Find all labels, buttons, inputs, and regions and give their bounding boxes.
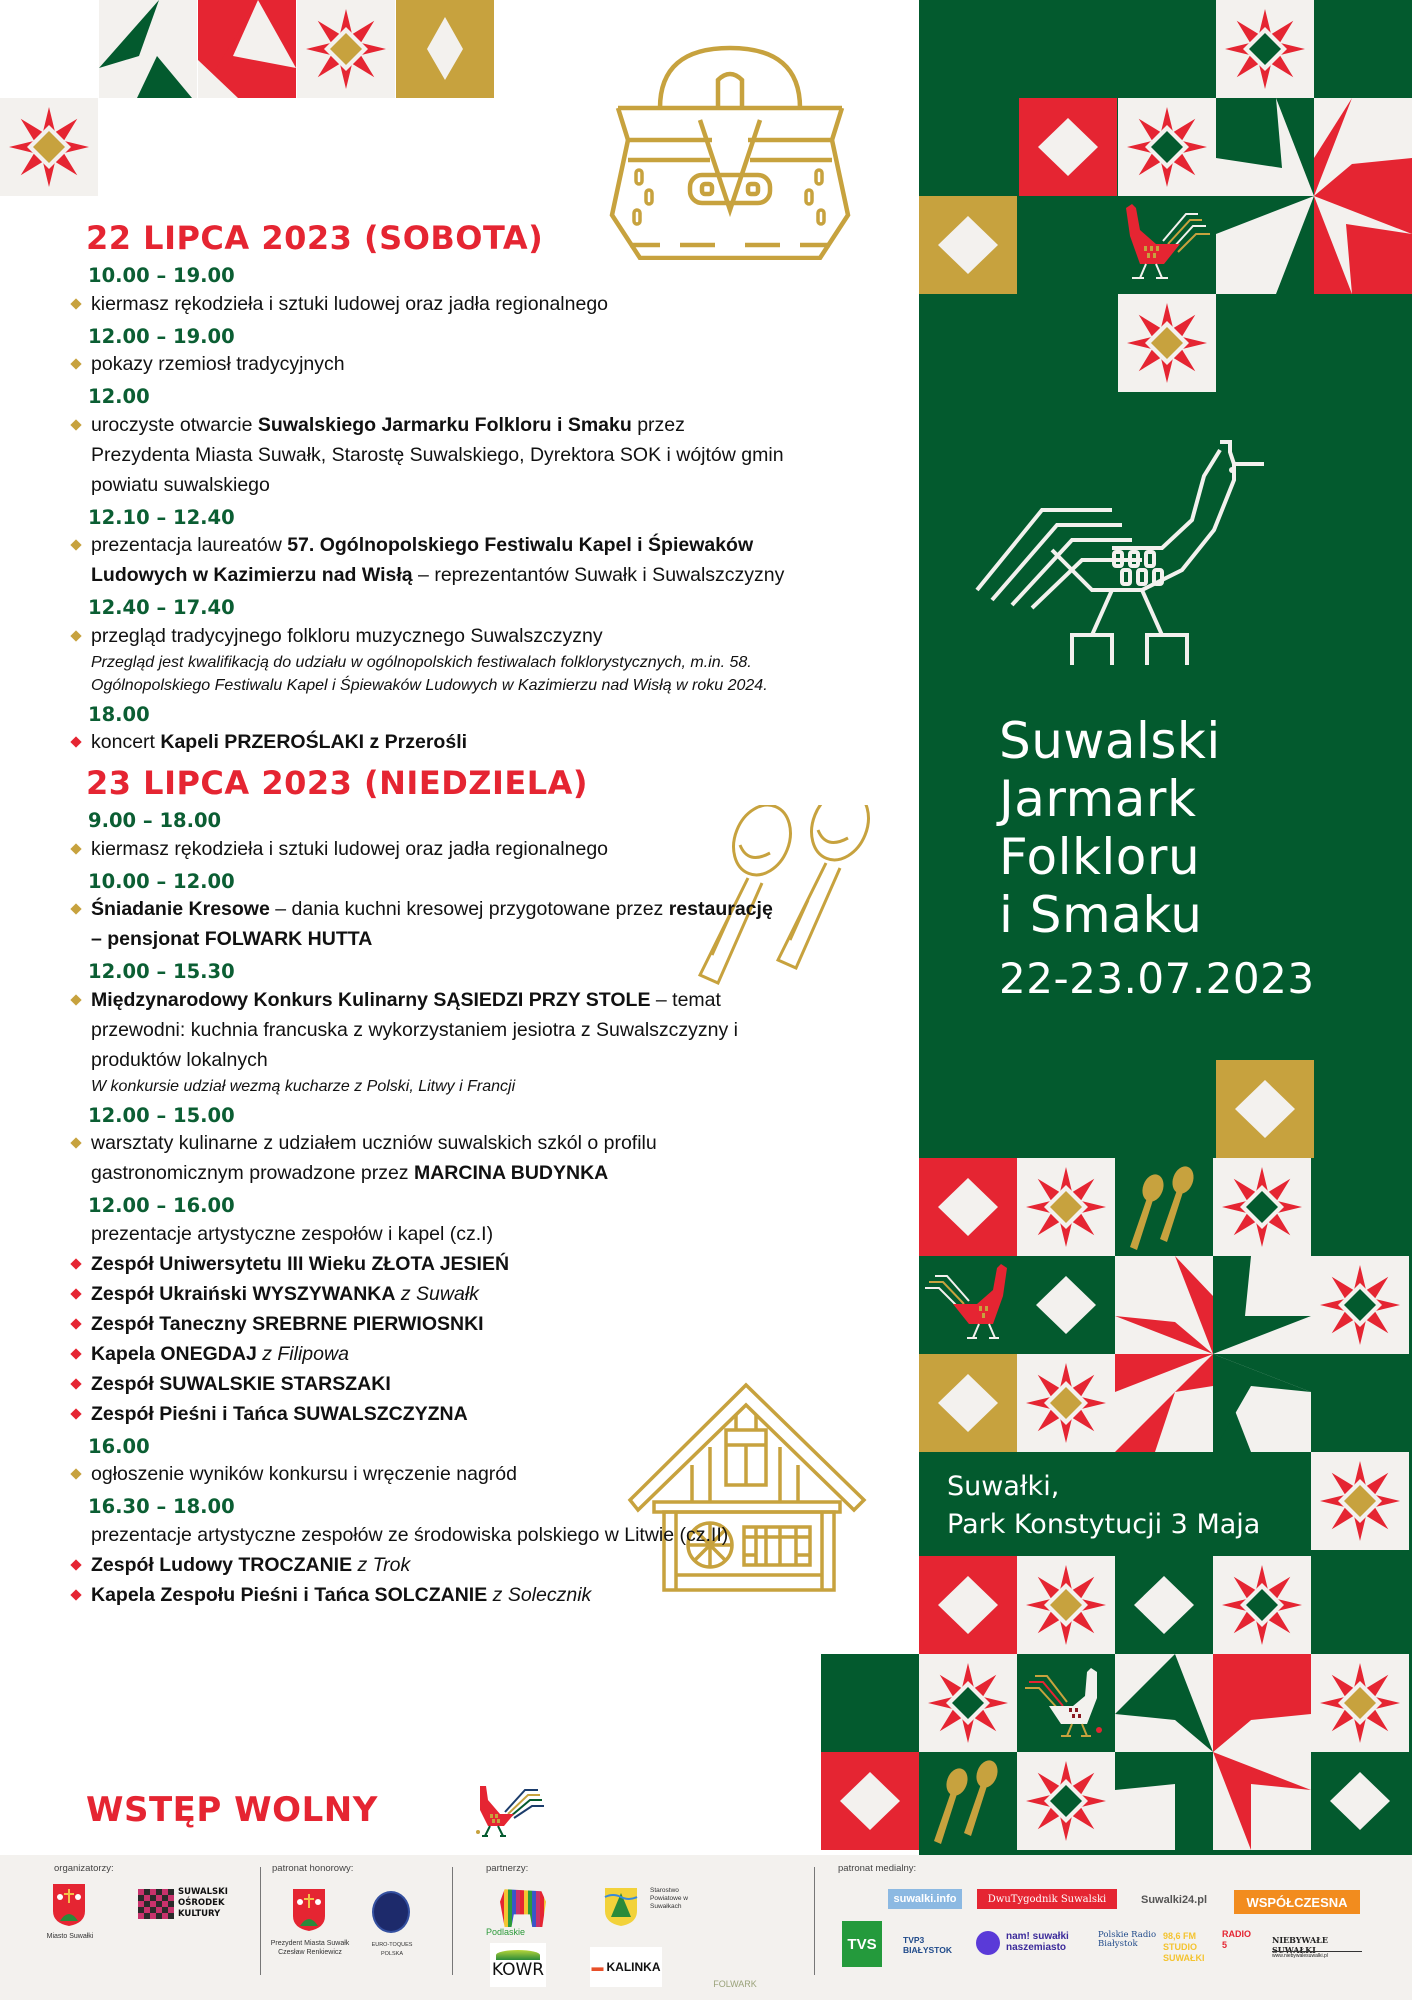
media-label: patronat medialny:: [838, 1863, 917, 1874]
tile-star-green: [1213, 1556, 1311, 1654]
folwark-logo-icon: [710, 1945, 760, 1989]
tile-green-diamond: [1115, 1556, 1213, 1654]
rooster-red-icon: [1118, 196, 1216, 294]
time-slot: 16.00: [88, 1434, 150, 1458]
tile-star-green: [919, 1654, 1017, 1752]
emphasis-text: Suwalskiego Jarmarku Folkloru i Smaku: [257, 413, 632, 436]
time-slot: 12.40 – 17.40: [88, 596, 235, 619]
program-item: [86, 621, 786, 651]
item-text: ogłoszenie wyników konkursu i wręczenie nagród: [91, 1463, 517, 1485]
tile-star-gold: [0, 98, 98, 196]
tile-star-gold: [1017, 1354, 1115, 1452]
tile-gold-diamond: [919, 196, 1017, 294]
tile-red-diamond: [919, 1158, 1017, 1256]
program-item: [86, 1249, 786, 1279]
rooster-small-icon: [470, 1782, 545, 1840]
divider: [814, 1867, 815, 1975]
rooster-red-icon: [919, 1256, 1017, 1354]
item-text: kiermasz rękodzieła i sztuki ludowej oraz jadła regionalnego: [91, 292, 609, 315]
media-logo: suwalki.info: [888, 1889, 962, 1909]
sponsors-footer: [0, 1855, 1412, 2000]
item-text: – reprezentantów Suwałk i Suwalszczyzny: [412, 564, 785, 586]
program-item: [86, 1279, 786, 1309]
media-logo: TVP3 BIAŁYSTOK: [903, 1935, 952, 1955]
honorary-name: EURO-TOQUES POLSKA: [371, 1942, 413, 1957]
emphasis-text: Kapela Zespołu Pieśni i Tańca SOLCZANIE: [91, 1583, 488, 1606]
item-text: prezentacje artystyczne zespołów i kapel (cz.I): [91, 1222, 494, 1245]
item-text: przegląd tradycyjnego folkloru muzycznego Suwalszczyzny: [91, 624, 603, 647]
item-text: przez Prezydenta Miasta Suwałk, Starostę Suwalskiego, Dyrektora SOK i wójtów gmin powiatu suwalskiego: [91, 413, 784, 496]
emphasis-text: Zespół Uniwersytetu III Wieku ZŁOTA JESIEŃ: [91, 1252, 510, 1275]
kalinka-logo-icon: [590, 1947, 662, 1987]
event-title-line: Jarmark: [999, 770, 1197, 828]
program-item: [86, 894, 786, 954]
emphasis-text: restaurację – pensjonat FOLWARK HUTTA: [91, 898, 773, 950]
partner-name: KOWR: [491, 1960, 545, 1980]
rooster-large-icon: [972, 440, 1272, 675]
organizer-name: Miasto Suwałki: [46, 1933, 94, 1940]
organizers-label: organizatorzy:: [54, 1863, 114, 1874]
partner-name: FOLWARK: [713, 1979, 757, 1989]
media-logo: Polskie Radio Białystok: [1098, 1930, 1157, 1949]
event-title-line: i Smaku: [999, 886, 1203, 944]
rooster-white-icon: [1017, 1654, 1115, 1752]
emphasis-text: Kapela ONEGDAJ: [91, 1342, 257, 1365]
program-schedule: [86, 219, 806, 1610]
tile-big-pinwheel: [1115, 1654, 1311, 1850]
time-slot: 12.10 – 12.40: [88, 505, 235, 529]
emphasis-text: Zespół Pieśni i Tańca SUWALSZCZYZNA: [91, 1402, 468, 1425]
emphasis-text: Śniadanie Kresowe: [91, 898, 270, 920]
media-logo: WSPÓŁCZESNA: [1234, 1890, 1360, 1914]
bison-logo-icon: [500, 1885, 546, 1927]
item-text: koncert: [91, 731, 161, 753]
event-dates: 22-23.07.2023: [999, 954, 1315, 1003]
partners-label: partnerzy:: [486, 1863, 529, 1874]
coat-of-arms-icon: [604, 1887, 638, 1927]
program-note: W konkursie udział wezmą kucharze z Polski, Litwy i Francji: [91, 1077, 516, 1095]
program-item: [86, 1128, 786, 1188]
media-url: www.niebywalesuwalki.pl: [1272, 1951, 1362, 1959]
spoons-gold-icon: [919, 1752, 1017, 1850]
time-slot: 10.00 – 19.00: [88, 264, 235, 287]
divider: [452, 1867, 453, 1975]
emphasis-text: Kapeli PRZEROŚLAKI z Przerośli: [160, 731, 468, 753]
tile-red-diamond: [919, 1556, 1017, 1654]
item-text: pokazy rzemiosł tradycyjnych: [91, 353, 345, 375]
tile-star-green: [1216, 0, 1314, 98]
program-item: [86, 1399, 786, 1429]
program-item: [86, 410, 786, 500]
venue-line: Park Konstytucji 3 Maja: [947, 1509, 1261, 1540]
tile-star-gold: [1311, 1452, 1409, 1550]
program-item: [86, 1339, 786, 1369]
tile-green-diamond: [1017, 1256, 1115, 1354]
tile-big-pinwheel: [1115, 1256, 1311, 1452]
program-item: [86, 1520, 786, 1550]
sok-logo-icon: [138, 1889, 174, 1919]
tile-star-green: [1311, 1256, 1409, 1354]
media-logo: DwuTygodnik Suwalski: [977, 1889, 1117, 1909]
honorary-label: patronat honorowy:: [272, 1863, 354, 1874]
event-title-line: Suwalski: [999, 712, 1221, 770]
partners-section: [486, 1863, 528, 1874]
tile-red-diamond: [821, 1752, 919, 1850]
time-slot: 12.00 – 15.30: [88, 960, 235, 983]
free-entry-label: WSTĘP WOLNY: [86, 1790, 378, 1830]
emphasis-text: Międzynarodowy Konkurs Kulinarny SĄSIEDZI PRZY STOLE: [91, 988, 651, 1011]
media-logo: NIEBYWAŁE SUWAŁKI: [1272, 1935, 1328, 1955]
media-section: [838, 1863, 916, 1874]
partner-name: KALINKA: [606, 1960, 661, 1974]
program-item: [86, 985, 786, 1075]
tile-star-gold: [297, 0, 395, 98]
media-logo: 98,6 FM STUDIO SUWAŁKI: [1163, 1931, 1205, 1963]
tile-star-gold: [1017, 1556, 1115, 1654]
item-text: z Suwałk: [395, 1282, 479, 1305]
time-slot: 12.00 – 15.00: [88, 1103, 235, 1127]
venue-block: [947, 1468, 1260, 1544]
euro-toques-logo-icon: [372, 1891, 410, 1933]
tile-star-green: [1118, 98, 1216, 196]
item-text: prezentacje artystyczne zespołów ze środowiska polskiego w Litwie (cz.II): [91, 1523, 729, 1546]
item-text: uroczyste otwarcie: [91, 413, 258, 436]
tile-gold-diamond: [919, 1354, 1017, 1452]
emphasis-text: Zespół Ukraiński WYSZYWANKA: [91, 1282, 396, 1305]
divider: [260, 1867, 261, 1975]
item-text: z Solecznik: [487, 1583, 592, 1606]
emphasis-text: MARCINA BUDYNKA: [413, 1162, 609, 1184]
program-item: [86, 530, 786, 590]
tile-gold-diamond: [396, 0, 494, 98]
program-item: [86, 1550, 786, 1580]
item-text: – dania kuchni kresowej przygotowane przez: [269, 898, 669, 920]
program-item: [86, 289, 786, 319]
tile-star-green: [1213, 1158, 1311, 1256]
media-logo: RADIO 5: [1222, 1929, 1251, 1950]
honorary-section: [272, 1863, 353, 1874]
honorary-name: Prezydent Miasta Suwałk Czesław Renkiewicz: [270, 1940, 350, 1956]
time-slot: 9.00 – 18.00: [88, 809, 222, 832]
program-item: [86, 349, 786, 379]
coat-of-arms-icon: [292, 1885, 326, 1935]
time-slot: 18.00: [88, 702, 150, 726]
item-text: warsztaty kulinarne z udziałem uczniów suwalskich szkól o profilu gastronomicznym prowadzone przez: [91, 1132, 657, 1184]
item-text: prezentacja laureatów: [91, 534, 288, 556]
nam-logo-icon: [976, 1931, 1000, 1955]
day-title: 22 LIPCA 2023 (SOBOTA): [86, 219, 544, 257]
tile-green-pinwheel: [99, 0, 197, 98]
emphasis-text: Zespół Taneczny SREBRNE PIERWIOSNKI: [91, 1312, 484, 1335]
time-slot: 12.00 – 19.00: [88, 324, 235, 348]
kowr-logo-icon: [490, 1943, 546, 1987]
time-slot: 12.00: [88, 385, 150, 408]
program-item: [86, 1309, 786, 1339]
tile-star-green: [1017, 1752, 1115, 1850]
program-item: [86, 727, 786, 757]
program-item: [86, 834, 786, 864]
program-note: Przegląd jest kwalifikacją do udziału w ogólnopolskich festiwalach folklorystycznych, m.in. 58. Ogólnopolskiego Festiwalu Kapel i Śpiewaków Ludowych w Kazimierzu nad Wisłą w roku 2024.: [91, 653, 768, 694]
tile-green-diamond: [1311, 1752, 1409, 1850]
program-item: [86, 1369, 786, 1399]
time-slot: 16.30 – 18.00: [88, 1495, 235, 1518]
partner-name: Starostwo Powiatowe w Suwałkach: [650, 1887, 688, 1910]
item-text: – temat przewodni: kuchnia francuska z wykorzystaniem jesiotra z Suwalszczyzny i produktów lokalnych: [91, 988, 738, 1071]
program-item: [86, 1219, 786, 1249]
tile-red-pinwheel: [198, 0, 296, 98]
organizer-name: SUWALSKI OŚRODEK KULTURY: [178, 1887, 228, 1919]
item-text: z Trok: [352, 1553, 411, 1576]
tile-big-pinwheel: [1216, 98, 1412, 294]
spoons-gold-icon: [1115, 1158, 1213, 1256]
emphasis-text: 57. Ogólnopolskiego Festiwalu Kapel i Śpiewaków Ludowych w Kazimierzu nad Wisłą: [91, 534, 754, 586]
day-title: 23 LIPCA 2023 (NIEDZIELA): [86, 764, 588, 802]
coat-of-arms-icon: [52, 1883, 86, 1927]
event-title-block: [999, 712, 1315, 1003]
tile-star-gold: [1311, 1654, 1409, 1752]
media-logo: nam! suwałki naszemiasto: [1006, 1931, 1069, 1953]
emphasis-text: Zespół Ludowy TROCZANIE: [91, 1553, 353, 1576]
organizers-section: [54, 1863, 114, 1874]
program-item: [86, 1580, 786, 1610]
tile-star-gold: [1017, 1158, 1115, 1256]
pot-icon: ▬: [591, 1960, 604, 1974]
item-text: kiermasz rękodzieła i sztuki ludowej oraz jadła regionalnego: [91, 837, 609, 860]
time-slot: 12.00 – 16.00: [88, 1194, 235, 1217]
tile-green-plain: [821, 1654, 919, 1752]
tile-red-diamond: [1019, 98, 1117, 196]
emphasis-text: Zespół SUWALSKIE STARSZAKI: [91, 1372, 391, 1395]
partner-name: Podlaskie: [486, 1927, 526, 1937]
tile-gold-diamond: [1216, 1060, 1314, 1158]
program-item: [86, 1459, 786, 1489]
tile-star-gold: [1118, 294, 1216, 392]
media-logo: TVS: [842, 1921, 882, 1967]
time-slot: 10.00 – 12.00: [88, 869, 235, 893]
media-logo: Suwalki24.pl: [1140, 1894, 1208, 1906]
venue-line: Suwałki,: [947, 1471, 1060, 1502]
event-title-line: Folkloru: [999, 828, 1201, 886]
item-text: z Filipowa: [256, 1342, 349, 1365]
